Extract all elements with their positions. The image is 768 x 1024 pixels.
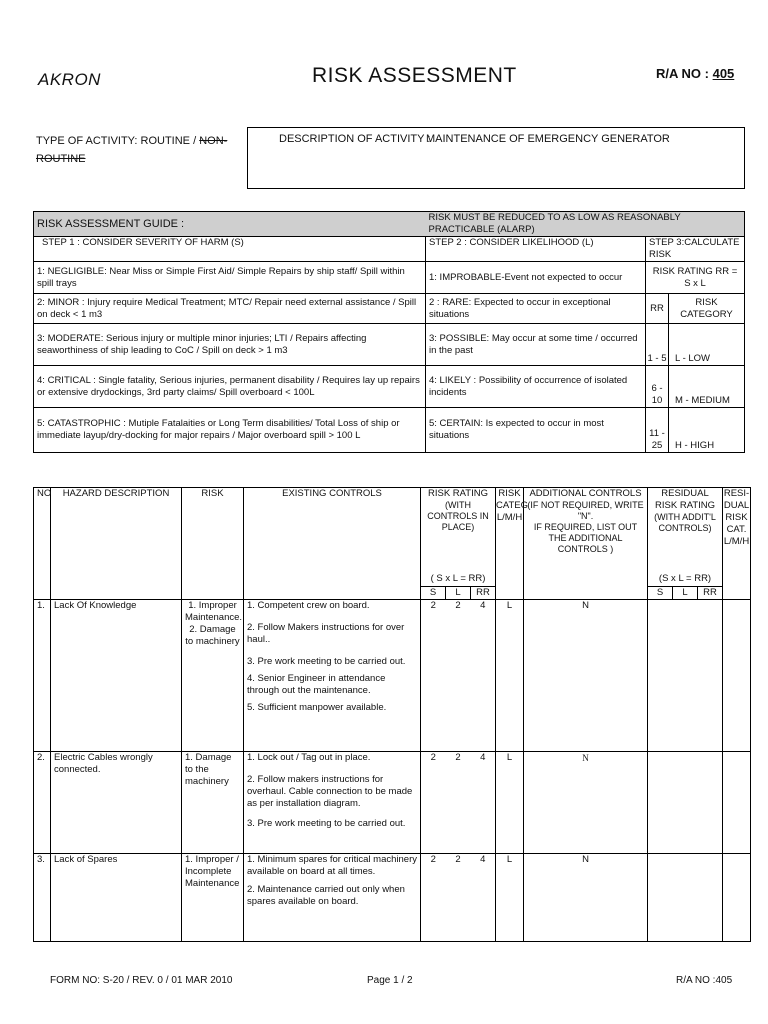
rr-header: RR	[698, 587, 723, 600]
l-header: L	[446, 587, 471, 600]
risk-rating-formula: RISK RATING RR = S x L	[646, 262, 745, 294]
s-header: S	[421, 587, 446, 600]
guide-step3: STEP 3:CALCULATE RISK	[646, 237, 745, 262]
severity-num: 3:	[37, 332, 45, 344]
row-cat: L	[496, 600, 524, 752]
col-additional-header	[524, 488, 648, 600]
guide-step1: STEP 1 : CONSIDER SEVERITY OF HARM (S)	[34, 237, 426, 262]
risk-category-medium: M - MEDIUM	[669, 366, 745, 408]
row-res-s	[648, 752, 673, 854]
row-res-cat	[723, 600, 751, 752]
control-item: 1. Lock out / Tag out in place.	[247, 752, 371, 763]
severity-num: 1:	[37, 265, 45, 277]
row-res-l	[673, 752, 698, 854]
severity-num: 5:	[37, 418, 45, 429]
company-name: AKRON	[38, 70, 101, 89]
likelihood-row-4: 4: LIKELY : Possibility of occurrence of isolated incidents	[426, 366, 646, 408]
control-item: 5. Sufficient manpower available.	[247, 702, 387, 713]
guide-alarp: RISK MUST BE REDUCED TO AS LOW AS REASONABLY PRACTICABLE (ALARP)	[426, 212, 745, 237]
guide-title: RISK ASSESSMENT GUIDE :	[34, 212, 426, 237]
col-no-header: NO	[34, 488, 51, 600]
severity-row-4	[34, 366, 426, 408]
hazard-table	[33, 487, 751, 942]
row-hazard: Lack Of Knowledge	[51, 600, 182, 752]
severity-text: NEGLIGIBLE: Near Miss or Simple First Aid/ Simple Repairs by ship staff/ Spill within spill trays	[37, 265, 405, 289]
table-row	[34, 854, 751, 942]
formula-with-controls: ( S x L = RR)	[421, 573, 496, 587]
severity-row-2	[34, 294, 426, 324]
row-risk	[182, 752, 244, 854]
additional-sub-2: IF REQUIRED, LIST OUT THE ADDITIONAL CONTROLS )	[533, 522, 638, 554]
control-item: 2. Follow makers instructions for overhaul. Cable connection to be made as per installation diagram.	[247, 774, 413, 809]
page-title: RISK ASSESSMENT	[312, 64, 517, 87]
severity-text: CRITICAL : Single fatality, Serious injuries, permanent disability / Requires lay up repairs or extensive drydockings, 3rd party claims/ Spill overboard < 100L	[37, 374, 420, 398]
row-res-l	[673, 854, 698, 942]
likelihood-row-3: 3: POSSIBLE: May occur at some time / occurred in the past	[426, 324, 646, 366]
severity-num: 4:	[37, 374, 45, 386]
row-res-cat	[723, 854, 751, 942]
activity-description-label: DESCRIPTION OF ACTIVITY :	[279, 133, 431, 145]
row-risk	[182, 600, 244, 752]
table-row	[34, 752, 751, 854]
formula-residual: (S x L = RR)	[648, 573, 723, 587]
guide-step2: STEP 2 : CONSIDER LIKELIHOOD (L)	[426, 237, 646, 262]
row-rr: 4	[471, 752, 496, 854]
col-controls-header: EXISTING CONTROLS	[244, 488, 421, 600]
row-cat: L	[496, 752, 524, 854]
row-res-s	[648, 854, 673, 942]
rr-range-high: 11 - 25	[646, 408, 669, 453]
risk-item: 1. Improper / Incomplete Maintenance	[185, 854, 240, 889]
row-controls	[244, 600, 421, 752]
control-item: 4. Senior Engineer in attendance through out the maintenance.	[247, 673, 386, 696]
row-hazard: Electric Cables wrongly connected.	[51, 752, 182, 854]
risk-rating-sub: (WITH CONTROLS IN PLACE)	[427, 500, 489, 532]
row-res-l	[673, 600, 698, 752]
col-hazard-header: HAZARD DESCRIPTION	[51, 488, 182, 600]
risk-rating-title: RISK RATING	[428, 488, 488, 499]
row-l: 2	[446, 752, 471, 854]
row-no: 3.	[34, 854, 51, 942]
control-item: 1. Competent crew on board.	[247, 600, 370, 611]
col-risk-rating-header	[421, 488, 496, 573]
severity-text: MINOR : Injury require Medical Treatment; MTC/ Repair need external assistance / Spill on deck < 1 m3	[37, 296, 417, 320]
row-controls	[244, 854, 421, 942]
rr-header: RR	[646, 294, 669, 324]
s-header: S	[648, 587, 673, 600]
col-residual-header	[648, 488, 723, 573]
row-res-s	[648, 600, 673, 752]
col-residual-cat-header: RESI-DUAL RISK CAT. L/M/H	[723, 488, 751, 600]
risk-category-low: L - LOW	[669, 324, 745, 366]
likelihood-row-2: 2 : RARE: Expected to occur in exceptional situations	[426, 294, 646, 324]
activity-type-label: TYPE OF ACTIVITY: ROUTINE /	[36, 135, 197, 147]
row-s: 2	[421, 600, 446, 752]
activity-description-box	[247, 127, 745, 189]
activity-type-strike-1: NON-	[199, 135, 228, 147]
severity-text: CATASTROPHIC : Mutiple Fatalaities or Long Term disabilities/ Total Loss of ship or immediate layup/dry-docking for major repairs / Major overboard spill > 100 L	[37, 418, 400, 441]
row-risk	[182, 854, 244, 942]
likelihood-row-5: 5: CERTAIN: Is expected to occur in most situations	[426, 408, 646, 453]
control-item: 2. Follow Makers instructions for over haul..	[247, 622, 405, 645]
row-hazard: Lack of Spares	[51, 854, 182, 942]
control-item: 3. Pre work meeting to be carried out.	[247, 656, 406, 667]
control-item: 3. Pre work meeting to be carried out.	[247, 818, 406, 829]
risk-assessment-guide	[33, 211, 745, 453]
footer-ra-no: R/A NO :405	[676, 975, 733, 986]
severity-row-1	[34, 262, 426, 294]
residual-sub: (WITH ADDIT'L CONTROLS)	[654, 512, 716, 533]
table-row	[34, 600, 751, 752]
control-item: 2. Maintenance carried out only when spares available on board.	[247, 884, 405, 907]
row-res-cat	[723, 752, 751, 854]
risk-item: 1. Damage to the machinery	[185, 752, 232, 787]
footer-page-number: Page 1 / 2	[367, 975, 413, 986]
additional-title: ADDITIONAL CONTROLS	[529, 488, 642, 499]
risk-item: 1. Improper Maintenance.	[185, 600, 243, 623]
rr-range-low: 1 - 5	[646, 324, 669, 366]
rr-range-medium: 6 - 10	[646, 366, 669, 408]
rr-header: RR	[471, 587, 496, 600]
row-additional: N	[524, 854, 648, 942]
row-controls	[244, 752, 421, 854]
row-no: 2.	[34, 752, 51, 854]
ra-number	[656, 66, 734, 81]
ra-number-label: R/A NO :	[656, 66, 709, 81]
row-res-rr	[698, 752, 723, 854]
row-s: 2	[421, 752, 446, 854]
row-additional: N	[524, 752, 648, 854]
row-res-rr	[698, 854, 723, 942]
risk-category-high: H - HIGH	[669, 408, 745, 453]
risk-category-header: RISK CATEGORY	[669, 294, 745, 324]
severity-row-3	[34, 324, 426, 366]
row-s: 2	[421, 854, 446, 942]
risk-item: 2. Damage to machinery	[185, 624, 240, 647]
severity-row-5	[34, 408, 426, 453]
row-cat: L	[496, 854, 524, 942]
row-rr: 4	[471, 600, 496, 752]
control-item: 1. Minimum spares for critical machinery available on board at all times.	[247, 854, 417, 877]
activity-type	[36, 132, 236, 168]
row-rr: 4	[471, 854, 496, 942]
row-additional: N	[524, 600, 648, 752]
row-l: 2	[446, 854, 471, 942]
activity-description-value: MAINTENANCE OF EMERGENCY GENERATOR	[426, 133, 670, 145]
col-risk-header: RISK	[182, 488, 244, 600]
row-no: 1.	[34, 600, 51, 752]
row-l: 2	[446, 600, 471, 752]
activity-type-strike-2: ROUTINE	[36, 153, 86, 165]
ra-number-value: 405	[712, 66, 735, 81]
additional-sub-1: (IF NOT REQUIRED, WRITE "N".	[527, 500, 644, 521]
l-header: L	[673, 587, 698, 600]
likelihood-row-1: 1: IMPROBABLE-Event not expected to occur	[426, 262, 646, 294]
footer-form-no: FORM NO: S-20 / REV. 0 / 01 MAR 2010	[50, 975, 233, 986]
severity-num: 2:	[37, 296, 45, 308]
residual-title: RESIDUAL RISK RATING	[655, 488, 716, 511]
col-risk-cat-header: RISK CATEG L/M/H	[496, 488, 524, 600]
row-res-rr	[698, 600, 723, 752]
severity-text: MODERATE: Serious injury or multiple minor injuries; LTI / Repairs affecting seaworthiness of ship leading to CoC / Spill on deck > 1 m3	[37, 332, 367, 356]
